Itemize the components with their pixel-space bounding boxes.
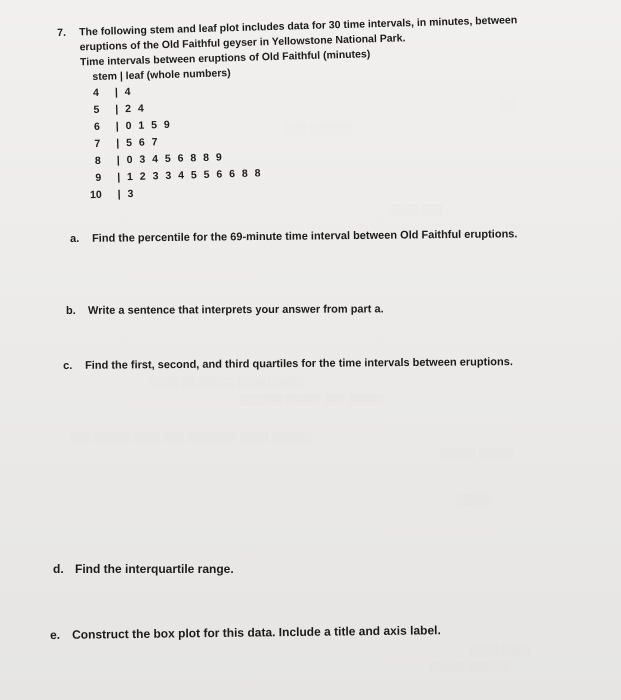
part-text: Find the percentile for the 69-minute time interval between Old Faithful eruptions. <box>91 228 518 245</box>
part-c <box>63 356 513 372</box>
bleed-through-text: ░░ <box>500 100 515 111</box>
leaf-values: | 0 3 4 5 6 8 8 9 <box>116 151 224 167</box>
question-intro-line: eruptions of the Old Faithful geyser in Yellowstone National Park. <box>79 32 406 54</box>
leaf-values: | 3 <box>117 187 136 201</box>
stem-value: 4 <box>92 86 100 100</box>
bleed-through-text: ░░░░░ ░░░░░░ <box>430 662 511 673</box>
part-text: Find the interquartile range. <box>75 562 234 576</box>
stem-leaf-key: stem | leaf (whole numbers) <box>92 67 231 84</box>
part-letter: d. <box>53 562 64 576</box>
part-letter: b. <box>66 304 76 317</box>
part-e <box>50 623 441 642</box>
stem-value: 9 <box>95 171 102 184</box>
part-b <box>66 303 384 317</box>
stem-value: 10 <box>89 188 102 202</box>
stem-value: 7 <box>94 137 101 150</box>
part-a <box>70 228 517 245</box>
stem-leaf-plot <box>59 74 522 206</box>
question-intro-line: 7. The following stem and leaf plot includes data for 30 time intervals, in minutes, between <box>57 14 518 39</box>
part-letter: c. <box>63 359 73 372</box>
part-letter: e. <box>50 627 61 642</box>
stem-leaf-title: Time intervals between eruptions of Old Faithful (minutes) <box>79 48 371 69</box>
bleed-through-text: ░░░░░ <box>455 495 491 506</box>
leaf-values: | 0 1 5 9 <box>115 118 172 133</box>
bleed-through-text: ░░░░ ░░░░ <box>470 645 530 656</box>
bleed-through-text: ░░░░ ░░ ░░░░░ ░░░░ ░░░░░ <box>150 378 303 389</box>
part-text: Find the first, second, and third quartiles for the time intervals between eruptions. <box>84 356 513 372</box>
bleed-through-text: ░░░░ ░░░ <box>390 205 443 216</box>
stem-value: 5 <box>93 103 100 117</box>
bleed-through-text: ░░░ ░░░░░░ <box>285 124 352 135</box>
question-number: 7. <box>57 26 67 39</box>
stem-value: 6 <box>93 120 100 134</box>
leaf-values: | 1 2 3 3 4 5 5 6 6 8 8 <box>117 167 263 184</box>
part-d <box>53 562 234 576</box>
leaf-values: | 5 6 7 <box>116 136 160 150</box>
problem-7 <box>57 13 522 206</box>
part-text: Write a sentence that interprets your answer from part a. <box>87 303 384 317</box>
part-letter: a. <box>70 232 80 245</box>
bleed-through-text: ░░░░░░ ░░░░░ ░░░ ░░░░░ <box>240 395 383 406</box>
bleed-through-text: ░░░░░ ░░░░░ <box>440 448 514 459</box>
part-text: Construct the box plot for this data. Include a title and axis label. <box>71 623 441 642</box>
bleed-through-text: ░░░ ░░░░░ ░░░░ ░░░ ░░░░░░░ ░░░░ ░░░░░░ <box>70 432 314 443</box>
leaf-values: | 2 4 <box>115 102 146 116</box>
leaf-values: | 4 <box>114 85 133 99</box>
stem-value: 8 <box>94 154 101 167</box>
